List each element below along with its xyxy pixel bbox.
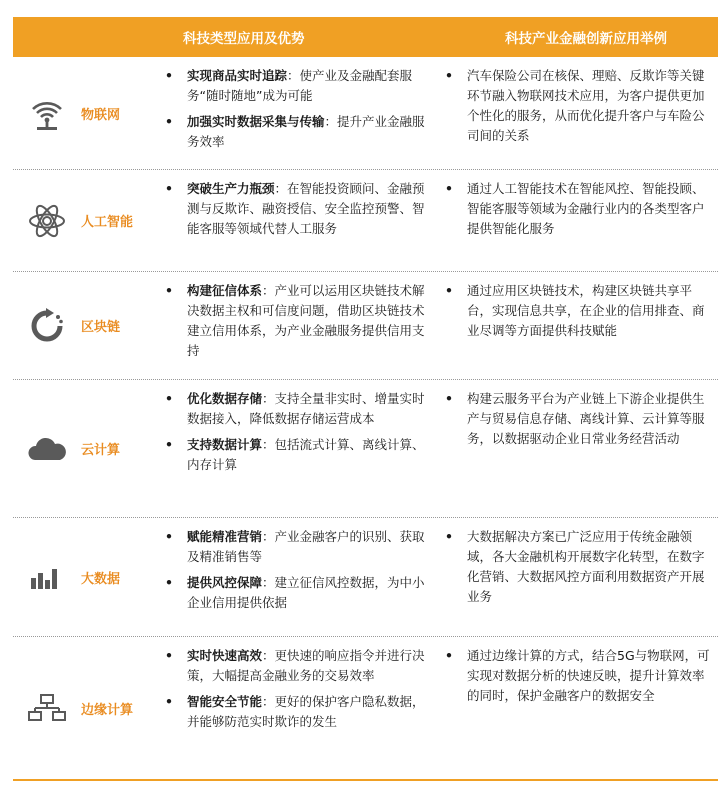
list-item: • 汽车保险公司在核保、理赔、反欺诈等关键环节融入物联网技术应用，为客户提供更加个性化的服务，从而优化提升客户与车险公司间的关系 xyxy=(445,68,705,143)
ai-atom-icon xyxy=(25,201,69,241)
wifi-antenna-icon xyxy=(25,93,69,133)
tech-finance-table xyxy=(13,17,718,781)
category-label: 云计算 xyxy=(81,443,121,458)
table-row xyxy=(13,637,718,781)
list-item: • 实现商品实时追踪：使产业及金融配套服务“随时随地”成为可能 xyxy=(165,68,413,103)
cloud-icon xyxy=(25,429,69,469)
category-cell xyxy=(13,170,153,271)
category-label: 边缘计算 xyxy=(81,702,134,718)
category-cell xyxy=(13,57,153,169)
example-cell xyxy=(435,57,718,169)
category-cell xyxy=(13,637,153,779)
example-cell xyxy=(435,380,718,517)
table-row xyxy=(13,170,718,272)
example-cell xyxy=(435,170,718,271)
table-header xyxy=(13,17,718,57)
blockchain-cycle-icon xyxy=(25,306,69,346)
list-item: • 提供风控保障：建立征信风控数据，为中小企业信用提供依据 xyxy=(165,575,425,610)
list-item: • 实时快速高效：更快速的响应指令并进行决策，大幅提高金融业务的交易效率 xyxy=(165,648,425,683)
table-row xyxy=(13,518,718,637)
example-cell xyxy=(435,637,718,779)
list-item: • 加强实时数据采集与传输：提升产业金融服务效率 xyxy=(165,114,425,149)
list-item: • 通过应用区块链技术，构建区块链共享平台，实现信息共享，在企业的信用排查、商业尽调等方面提供科技赋能 xyxy=(445,283,705,338)
advantage-cell xyxy=(153,57,435,169)
list-item: • 通过人工智能技术在智能风控、智能投顾、智能客服等领域为金融行业内的各类型客户提供智能化服务 xyxy=(445,181,705,236)
bar-chart-icon xyxy=(25,557,69,597)
list-item: • 突破生产力瓶颈：在智能投资顾问、金融预测与反欺诈、融资授信、安全监控预警、智能客服等领域代替人工服务 xyxy=(165,181,425,236)
advantage-cell xyxy=(153,170,435,271)
network-nodes-icon xyxy=(25,688,69,728)
category-cell xyxy=(13,380,153,517)
list-item: • 构建征信体系：产业可以运用区块链技术解决数据主权和可信度问题，借助区块链技术建立信用体系，为产业金融服务提供信用支持 xyxy=(165,283,425,358)
header-col2: 科技产业金融创新应用举例 xyxy=(505,31,667,47)
advantage-cell xyxy=(153,637,435,779)
list-item: • 赋能精准营销：产业金融客户的识别、获取及精准销售等 xyxy=(165,529,425,564)
category-label: 大数据 xyxy=(81,571,121,587)
list-item: • 支持数据计算：包括流式计算、离线计算、内存计算 xyxy=(165,437,425,472)
table-row xyxy=(13,272,718,380)
header-col1: 科技类型应用及优势 xyxy=(183,31,305,47)
category-cell xyxy=(13,272,153,379)
list-item: • 构建云服务平台为产业链上下游企业提供生产与贸易信息存储、离线计算、云计算等服务，以数据驱动企业日常业务经营活动 xyxy=(445,391,705,446)
list-item: • 优化数据存储：支持全量非实时、增量实时数据接入，降低数据存储运营成本 xyxy=(165,391,425,426)
category-label: 物联网 xyxy=(81,107,121,123)
category-cell xyxy=(13,518,153,636)
advantage-cell xyxy=(153,272,435,379)
list-item: • 智能安全节能：更好的保护客户隐私数据，并能够防范实时欺诈的发生 xyxy=(165,694,425,729)
advantage-cell xyxy=(153,518,435,636)
list-item: • 大数据解决方案已广泛应用于传统金融领域，各大金融机构开展数字化转型，在数字化营销、大数据风控方面利用数据资产开展业务 xyxy=(445,529,705,604)
example-cell xyxy=(435,272,718,379)
category-label: 人工智能 xyxy=(81,215,134,230)
list-item: • 通过边缘计算的方式，结合5G与物联网，可实现对数据分析的快速反映，提升计算效率的同时，保护金融客户的数据安全 xyxy=(445,648,710,703)
table-row xyxy=(13,380,718,518)
advantage-cell xyxy=(153,380,435,517)
table-row xyxy=(13,57,718,170)
example-cell xyxy=(435,518,718,636)
category-label: 区块链 xyxy=(81,320,121,335)
